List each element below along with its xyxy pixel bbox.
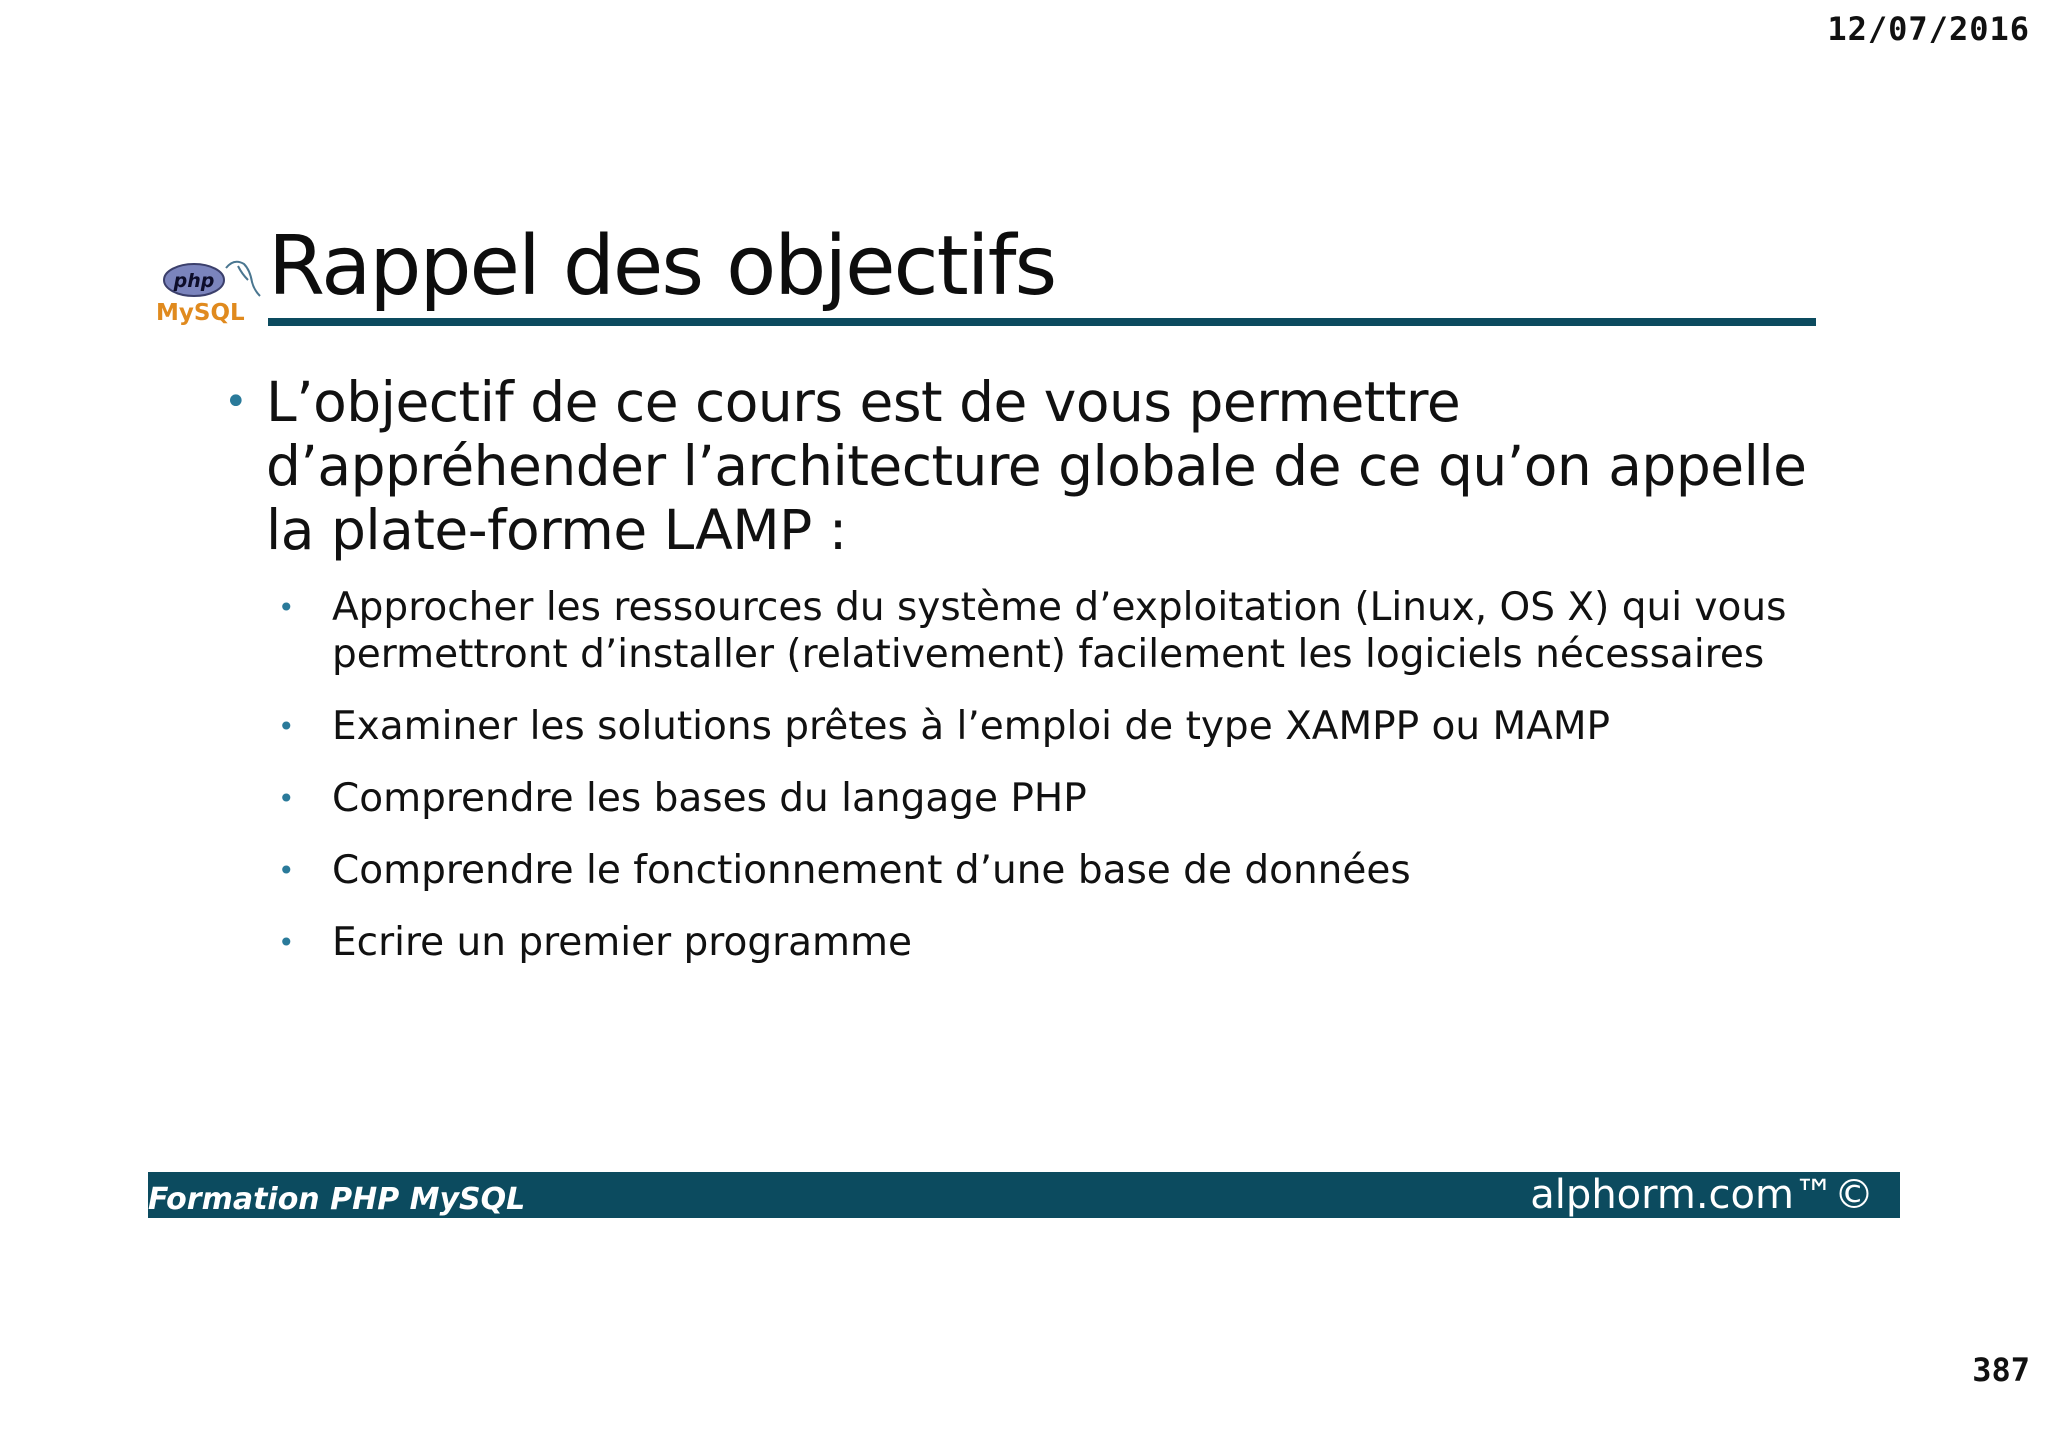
- sub-bullet-item: [278, 703, 1824, 750]
- bullet-dot-icon: •: [278, 854, 295, 887]
- slide: [148, 150, 1900, 1220]
- footer-bar: [148, 1172, 1900, 1218]
- slide-content: [224, 370, 1824, 991]
- sub-bullet-item: [278, 584, 1824, 678]
- title-underline: [268, 318, 1816, 326]
- bullet-dot-icon: •: [278, 782, 295, 815]
- sub-bullet-text: Comprendre le fonctionnement d’une base de données: [332, 848, 1411, 893]
- main-bullet-text: L’objectif de ce cours est de vous permettre d’appréhender l’architecture globale de ce qu’on appelle la plate-forme LAMP :: [266, 370, 1807, 562]
- php-mysql-logo-icon: [154, 250, 274, 330]
- sub-bullet-text: Ecrire un premier programme: [332, 920, 912, 965]
- sub-bullet-text: Examiner les solutions prêtes à l’emploi de type XAMPP ou MAMP: [332, 704, 1611, 749]
- page-number: 387: [1972, 1351, 2030, 1389]
- sub-bullet-item: [278, 775, 1824, 822]
- slide-title: Rappel des objectifs: [268, 219, 1056, 314]
- footer-course-name: Formation PHP MySQL: [148, 1182, 526, 1217]
- sub-bullet-item: [278, 847, 1824, 894]
- sub-bullet-list: [224, 584, 1824, 966]
- bullet-dot-icon: •: [224, 379, 248, 425]
- footer-brand: alphorm.com™©: [1530, 1172, 1874, 1218]
- bullet-list: [224, 370, 1824, 562]
- sub-bullet-text: Approcher les ressources du système d’exploitation (Linux, OS X) qui vous permettront d’installer (relativement) facilement les logiciels nécessaires: [332, 585, 1787, 677]
- sub-bullet-item: [278, 919, 1824, 966]
- sub-bullet-text: Comprendre les bases du langage PHP: [332, 776, 1087, 821]
- slide-date: 12/07/2016: [1827, 10, 2030, 48]
- main-bullet-item: [224, 370, 1824, 562]
- bullet-dot-icon: •: [278, 591, 295, 624]
- svg-text:php: php: [173, 270, 215, 292]
- bullet-dot-icon: •: [278, 710, 295, 743]
- bullet-dot-icon: •: [278, 926, 295, 959]
- svg-text:MySQL: MySQL: [156, 300, 245, 326]
